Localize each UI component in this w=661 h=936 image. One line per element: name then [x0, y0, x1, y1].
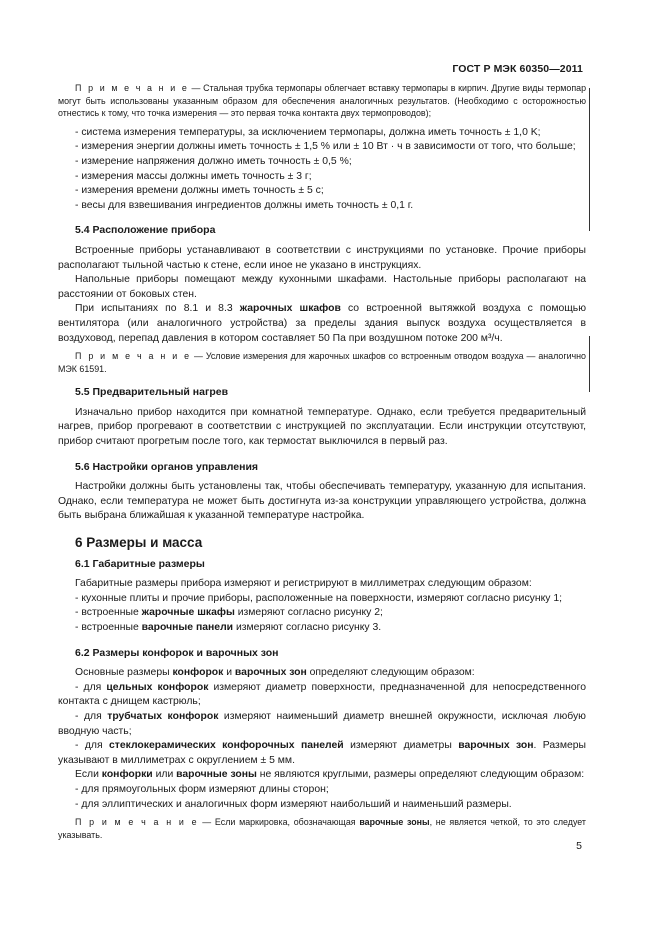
- list-item: - измерение напряжения должно иметь точность ± 0,5 %;: [75, 155, 352, 167]
- note-text: — Стальная трубка термопары облегчает вставку термопары в кирпич. Другие виды термопар могут быть использованы указанным образом для обеспечения аналогичных результатов. (Необходимо с осторожностью отнестись к тому, что точка измерения — это первая точка контакта двух термопроводов);: [58, 83, 587, 119]
- list-item: - кухонные плиты и прочие приборы, расположенные на поверхности, измеряют согласно рисунку 1;: [75, 592, 562, 604]
- note-thermocouple: [58, 82, 586, 120]
- list-item: - встроенные жарочные шкафы измеряют согласно рисунку 2;: [75, 607, 383, 619]
- list-item: - встроенные варочные панели измеряют согласно рисунку 3.: [75, 622, 382, 633]
- list-item: - для эллиптических и аналогичных форм измеряют наибольший и наименьший размеры.: [75, 798, 512, 810]
- paragraph: Если конфорки или варочные зоны не являются круглыми, размеры определяют следующим образом:: [75, 769, 585, 781]
- note-label: П р и м е ч а н и е: [75, 351, 192, 362]
- list-item: - система измерения температуры, за исключением термопары, должна иметь точность ± 1,0 K;: [75, 126, 541, 138]
- list-item: - измерения времени должны иметь точность ± 5 с;: [75, 185, 324, 197]
- paragraph: Габаритные размеры прибора измеряют и регистрируют в миллиметрах следующим образом:: [75, 578, 532, 590]
- page-number: 5: [576, 840, 582, 852]
- paragraph: Напольные приборы помещают между кухонными шкафами. Настольные приборы располагают на расстоянии от боковых стен.: [58, 274, 586, 300]
- list-item: - весы для взвешивания ингредиентов должны иметь точность ± 0,1 г.: [75, 199, 414, 211]
- paragraph: Встроенные приборы устанавливают в соответствии с инструкциями по установке. Прочие приборы располагают тыльной частью к стене, если иное не указано в инструкциях.: [58, 244, 586, 271]
- list-item: - измерения массы должны иметь точность ± 3 г;: [75, 170, 312, 182]
- page-content: [58, 82, 586, 841]
- list-item: - для стеклокерамических конфорочных панелей измеряют диаметры варочных зон. Размеры указывают в миллиметрах с округлением ± 5 мм.: [58, 740, 586, 766]
- list-item: - для цельных конфорок измеряют диаметр поверхности, предназначенной для непосредственного контакта с днищем кастрюль;: [58, 681, 586, 708]
- section-heading-5-5: 5.5 Предварительный нагрев: [75, 386, 229, 399]
- note-oven-exhaust: [58, 350, 586, 375]
- list-item: - для прямоугольных форм измеряют длины сторон;: [75, 783, 329, 795]
- section-heading-6: 6 Размеры и масса: [75, 535, 203, 551]
- section-heading-6-2: 6.2 Размеры конфорок и варочных зон: [75, 646, 279, 659]
- list-item: - измерения энергии должны иметь точность ± 1,5 % или ± 10 Вт · ч в зависимости от того, что больше;: [75, 141, 576, 153]
- section-heading-5-4: 5.4 Расположение прибора: [75, 224, 216, 237]
- document-header: ГОСТ Р МЭК 60350—2011: [452, 63, 583, 75]
- section-heading-5-6: 5.6 Настройки органов управления: [75, 460, 259, 473]
- note-label: П р и м е ч а н и е: [75, 83, 189, 93]
- note-label: П р и м е ч а н и е: [75, 817, 199, 828]
- paragraph: Изначально прибор находится при комнатной температуре. Однако, если требуется предварительный нагрев, прибор прогревают в соответствии с инструкцией по эксплуатации. Если инструкции отсутствуют, прибор считают прогретым после того, как термостат выключился в первый раз.: [58, 406, 586, 448]
- section-heading-6-1: 6.1 Габаритные размеры: [75, 557, 205, 570]
- note-text: — Условие измерения для жарочных шкафов со встроенным отводом воздуха — аналогично МЭК 61591.: [58, 351, 586, 374]
- paragraph: Настройки должны быть установлены так, чтобы обеспечивать температуру, указанную для испытания. Однако, если температура не может быть достигнута из-за конструкции управляющего устройства, должна быть выбрана ближайшая к указанной температуре настройка.: [58, 481, 586, 522]
- paragraph: При испытаниях по 8.1 и 8.3 жарочных шкафов со встроенной вытяжкой воздуха с помощью вентилятора (или аналогичного устройства) за пределы здания выпуск воздуха осуществляется в воздуховод, перепад давления в котором составляет 50 Па при воздушном потоке 200 м³/ч.: [58, 303, 586, 344]
- change-bar: [589, 88, 590, 231]
- list-item: - для трубчатых конфорок измеряют наименьший диаметр внешней окружности, исключая любую вводную часть;: [58, 710, 586, 737]
- paragraph: Основные размеры конфорок и варочных зон определяют следующим образом:: [75, 667, 475, 679]
- note-cooking-zones: П р и м е ч а н и е — Если маркировка, обозначающая варочные зоны, не является четкой, то это следует указывать.: [58, 817, 586, 840]
- change-bar: [589, 336, 590, 392]
